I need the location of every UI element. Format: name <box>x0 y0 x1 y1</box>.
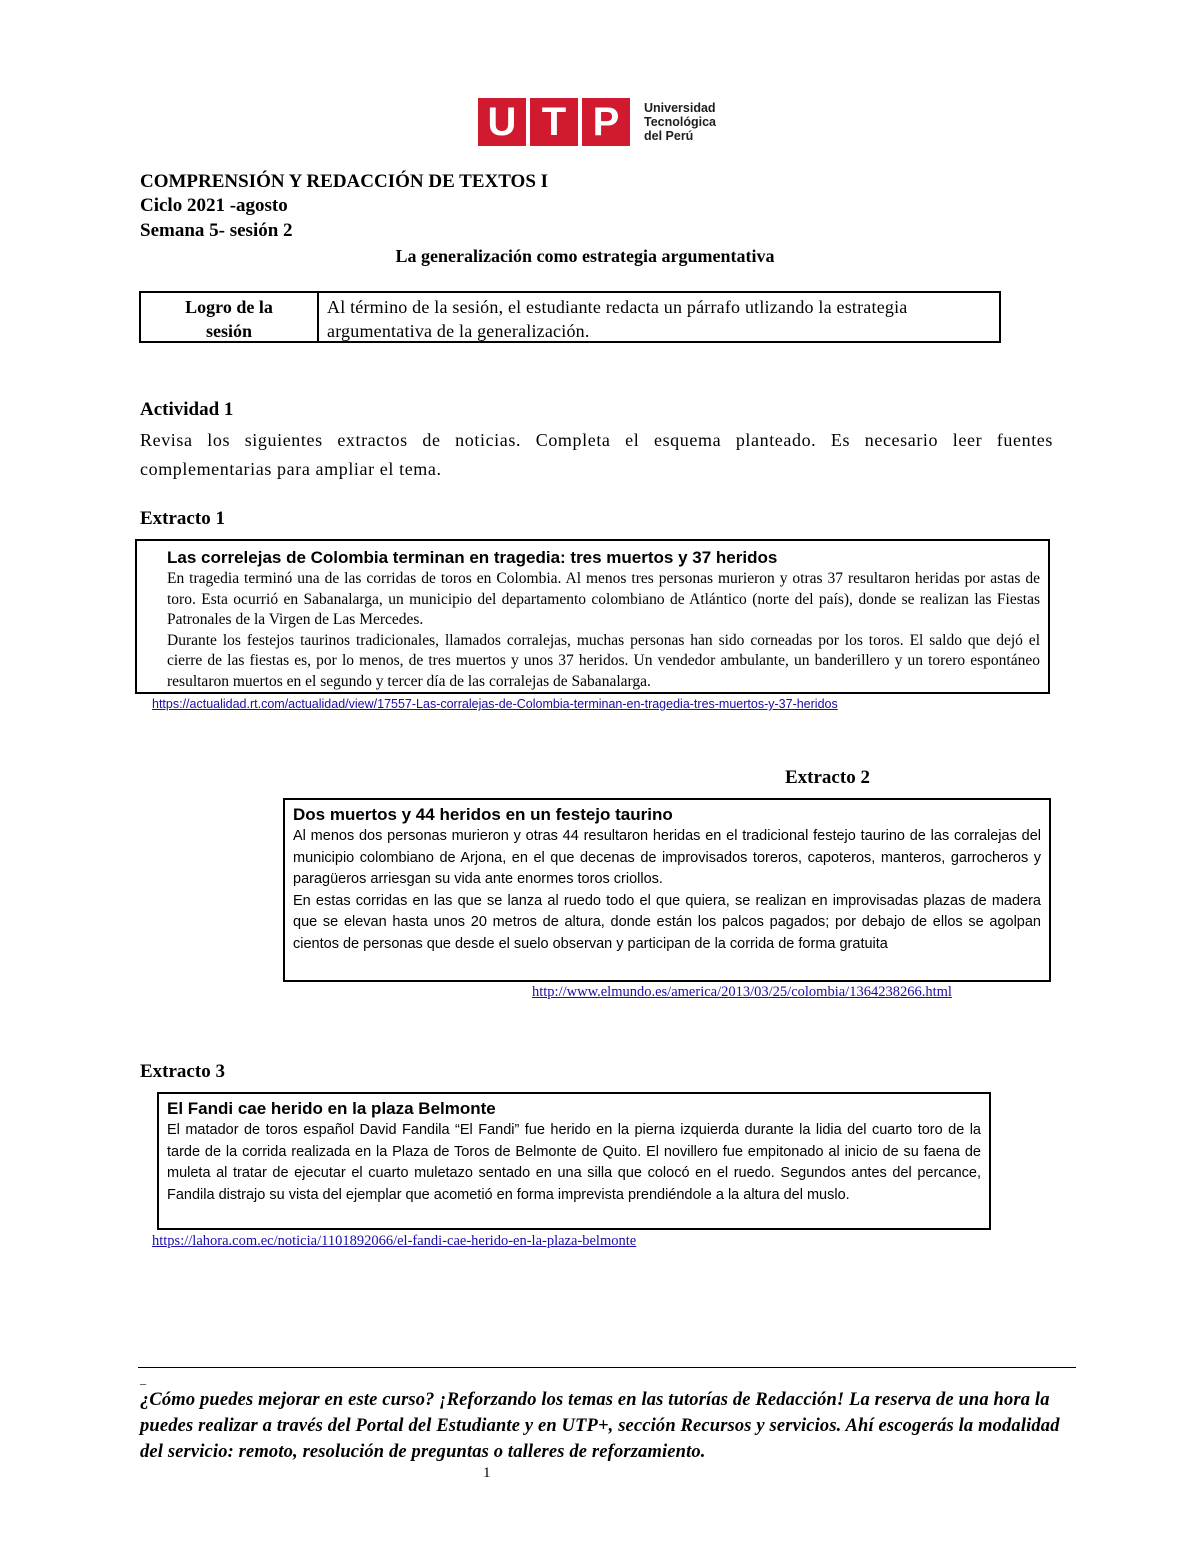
footer-dash: _ <box>140 1372 146 1386</box>
footer-tutoring-note: ¿Cómo puedes mejorar en este curso? ¡Reforzando los temas en las tutorías de Redacción! La reserva de una hora la puedes realizar a través del Portal del Estudiante y en UTP+, sección Recursos y servicios. Ahí escogerás la modalidad del servicio: remoto, resolución de preguntas o talleres de reforzamiento. <box>140 1390 1060 1462</box>
extract-1-label: Extracto 1 <box>140 508 225 529</box>
learning-outcome-text: Al término de la sesión, el estudiante redacta un párrafo utlizando la estrategia argumentativa de la generalización. <box>327 297 908 341</box>
extract-2-box <box>283 798 1051 982</box>
extract-2-paragraph: En estas corridas en las que se lanza al ruedo todo el que quiera, se realizan en improvisadas plazas de madera que se elevan hasta unos 20 metros de altura, donde están los palcos pagados; por debajo de ellos se agolpan cientos de personas que desde el suelo observan y participan de la corrida de forma gratuita <box>293 892 1041 952</box>
logo-name-line: Universidad <box>644 101 716 115</box>
extract-3-label: Extracto 3 <box>140 1061 225 1082</box>
utp-logo <box>478 97 716 147</box>
extract-1-paragraph: En tragedia terminó una de las corridas de toros en Colombia. Al menos tres personas murieron y otras 37 resultaron heridas por astas de toro. Esta ocurrió en Sabanalarga, un municipio del departamento colombiano de Atlántico (norte del país), donde se realizan las Fiestas Patronales de la Virgen de Las Mercedes. <box>167 570 1040 628</box>
course-title: COMPRENSIÓN Y REDACCIÓN DE TEXTOS I <box>140 171 549 192</box>
week-session-label: Semana 5- sesión 2 <box>140 220 293 241</box>
extract-3-paragraph: El matador de toros español David Fandila “El Fandi” fue herido en la pierna izquierda durante la lidia del cuarto toro de la tarde de la corrida realizada en la Plaza de Toros de Belmonte de Quito. El novillero fue empitonado al inicio de su faena de muleta al tratar de ejecutar el cuarto muletazo sentado en una silla que colocó en el ruedo. Segundos antes del percance, Fandila distrajo su vista del ejemplar que acometió en forma imprevista prendiéndole a la altura del muslo. <box>167 1122 981 1203</box>
extract-1-headline: Las correlejas de Colombia terminan en tragedia: tres muertos y 37 heridos <box>167 548 778 567</box>
logo-letter-t: T <box>530 98 578 146</box>
logo-name-line: Tecnológica <box>644 115 717 129</box>
session-title: La generalización como estrategia argumentativa <box>395 246 775 266</box>
activity-title: Actividad 1 <box>140 399 234 420</box>
logo-letter-p: P <box>582 98 630 146</box>
learning-outcome-label-line: Logro de la <box>185 297 273 317</box>
cycle-label: Ciclo 2021 -agosto <box>140 195 288 216</box>
extract-2-label: Extracto 2 <box>785 767 870 788</box>
learning-outcome-label-line: sesión <box>205 321 252 341</box>
extract-2-source-link[interactable]: http://www.elmundo.es/america/2013/03/25/colombia/1364238266.html <box>532 984 952 1000</box>
extract-2-paragraph: Al menos dos personas murieron y otras 44 resultaron heridas en el tradicional festejo taurino de las corralejas del municipio colombiano de Arjona, en el que decenas de improvisados toreros, capoteros, manteros, garrocheros y paragüeros arriesgan su vida ante enormes toros criollos. <box>293 828 1041 887</box>
extract-3-headline: El Fandi cae herido en la plaza Belmonte <box>167 1099 496 1118</box>
logo-university-name <box>644 101 716 143</box>
learning-outcome-table <box>139 291 1001 343</box>
extract-3-box <box>157 1092 991 1230</box>
extract-3-source-link[interactable]: https://lahora.com.ec/noticia/1101892066/el-fandi-cae-herido-en-la-plaza-belmonte <box>152 1233 637 1249</box>
page-number: 1 <box>483 1465 491 1481</box>
extract-1-box <box>135 539 1050 694</box>
learning-outcome-label <box>141 293 319 341</box>
extract-1-paragraph: Durante los festejos taurinos tradicionales, llamados corralejas, muchas personas han sido corneadas por los toros. El saldo que dejó el cierre de las fiestas es, por lo menos, de tres muertos y unos 37 heridos. Un vendedor ambulante, un banderillero y un torero espontáneo resultaron muertos en el segundo y tercer día de las corralejas de Sabanalarga. <box>167 631 1040 690</box>
extract-2-headline: Dos muertos y 44 heridos en un festejo taurino <box>293 805 673 824</box>
logo-name-line: del Perú <box>644 129 694 143</box>
activity-instructions: Revisa los siguientes extractos de noticias. Completa el esquema planteado. Es necesario leer fuentes complementarias para ampliar el tema. <box>140 430 1053 479</box>
extract-1-source-link[interactable]: https://actualidad.rt.com/actualidad/view/17557-Las-corralejas-de-Colombia-terminan-en-tragedia-tres-muertos-y-37-heridos <box>152 697 838 711</box>
logo-letter-u: U <box>478 98 526 146</box>
footer-divider <box>138 1367 1076 1368</box>
